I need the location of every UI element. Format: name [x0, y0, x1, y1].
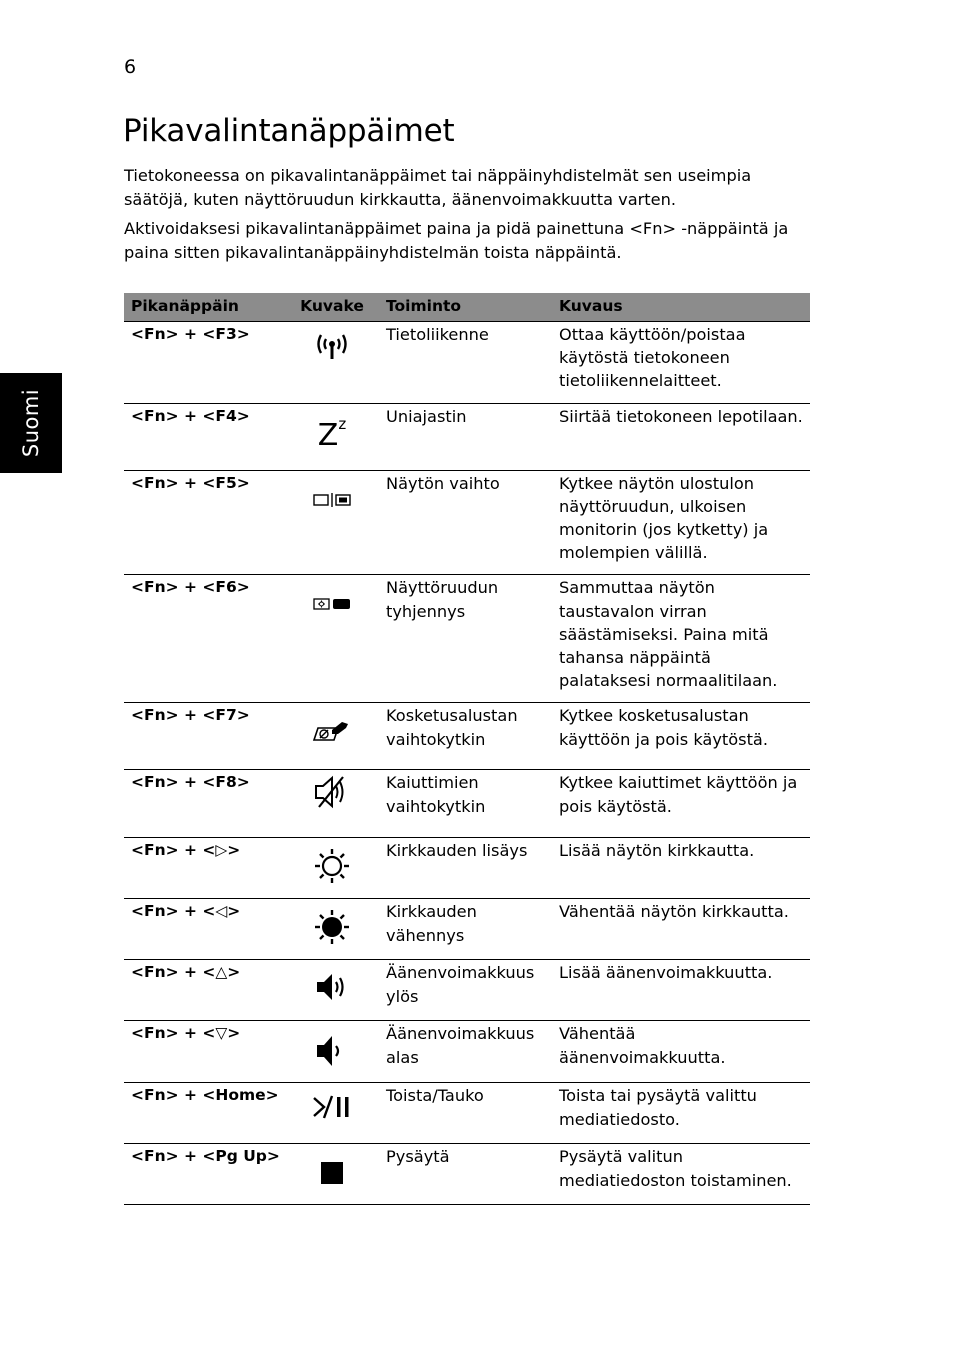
row-key: <Fn> + <◁> — [124, 899, 291, 960]
volume-up-icon — [314, 971, 350, 1003]
row-key: <Fn> + <△> — [124, 960, 291, 1021]
brightness-down-icon — [313, 908, 351, 946]
display-switch-icon — [312, 492, 352, 508]
row-key: <Fn> + <▽> — [124, 1021, 291, 1083]
row-function: Näyttöruudun tyhjennys — [373, 575, 552, 703]
table-row — [124, 899, 810, 960]
side-tab-label: Suomi — [19, 388, 43, 458]
row-function: Tietoliikenne — [373, 322, 552, 404]
header-description: Kuvaus — [552, 293, 810, 322]
row-icon-cell — [291, 1083, 373, 1144]
row-description: Ottaa käyttöön/poistaa käytöstä tietokoneen tietoliikennelaitteet. — [552, 322, 810, 404]
row-key: <Fn> + <F7> — [124, 703, 291, 770]
table-row — [124, 470, 810, 575]
table-row — [124, 1021, 810, 1083]
row-description: Kytkee kaiuttimet käyttöön ja pois käytöstä. — [552, 770, 810, 838]
table-row — [124, 1144, 810, 1205]
row-function: Uniajastin — [373, 403, 552, 470]
row-function: Äänenvoimakkuus ylös — [373, 960, 552, 1021]
row-function: Kirkkauden lisäys — [373, 838, 552, 899]
row-description: Siirtää tietokoneen lepotilaan. — [552, 403, 810, 470]
row-key: <Fn> + <F5> — [124, 470, 291, 575]
row-key: <Fn> + <F4> — [124, 403, 291, 470]
row-icon-cell — [291, 1144, 373, 1205]
row-icon-cell — [291, 703, 373, 770]
table-row — [124, 703, 810, 770]
row-function: Näytön vaihto — [373, 470, 552, 575]
row-description: Kytkee kosketusalustan käyttöön ja pois käytöstä. — [552, 703, 810, 770]
hotkey-table — [124, 293, 810, 1205]
brightness-up-icon — [313, 847, 351, 885]
row-icon-cell — [291, 838, 373, 899]
row-key: <Fn> + <F3> — [124, 322, 291, 404]
row-description: Sammuttaa näytön taustavalon virran säästämiseksi. Paina mitä tahansa näppäintä palataksesi normaalitilaan. — [552, 575, 810, 703]
row-function: Toista/Tauko — [373, 1083, 552, 1144]
row-icon-cell — [291, 403, 373, 470]
table-row — [124, 403, 810, 470]
row-icon-cell — [291, 1021, 373, 1083]
row-key: <Fn> + <F8> — [124, 770, 291, 838]
row-description: Vähentää äänenvoimakkuutta. — [552, 1021, 810, 1083]
table-row — [124, 322, 810, 404]
row-description: Lisää näytön kirkkautta. — [552, 838, 810, 899]
wireless-icon — [313, 331, 351, 361]
table-row — [124, 770, 810, 838]
row-key: <Fn> + <Pg Up> — [124, 1144, 291, 1205]
table-row — [124, 960, 810, 1021]
row-icon-cell — [291, 322, 373, 404]
row-function: Äänenvoimakkuus alas — [373, 1021, 552, 1083]
page-title: Pikavalintanäppäimet — [123, 113, 455, 149]
play-pause-icon — [312, 1094, 352, 1120]
row-icon-cell — [291, 899, 373, 960]
intro-paragraph-1: Tietokoneessa on pikavalintanäppäimet tai näppäinyhdistelmät sen useimpia säätöjä, kuten näyttöruudun kirkkautta, äänenvoimakkuutta varten. — [124, 166, 752, 209]
table-row — [124, 838, 810, 899]
header-key: Pikanäppäin — [124, 293, 291, 322]
header-function: Toiminto — [373, 293, 552, 322]
page-number: 6 — [124, 56, 137, 78]
stop-icon — [320, 1161, 344, 1185]
row-key: <Fn> + <F6> — [124, 575, 291, 703]
row-description: Lisää äänenvoimakkuutta. — [552, 960, 810, 1021]
volume-down-icon — [314, 1034, 350, 1068]
row-function: Pysäytä — [373, 1144, 552, 1205]
speaker-toggle-icon — [313, 775, 351, 809]
row-icon-cell — [291, 960, 373, 1021]
touchpad-toggle-icon — [312, 718, 352, 744]
row-function: Kaiuttimien vaihtokytkin — [373, 770, 552, 838]
row-description: Toista tai pysäytä valittu mediatiedosto. — [552, 1083, 810, 1144]
row-key: <Fn> + <Home> — [124, 1083, 291, 1144]
table-row — [124, 1083, 810, 1144]
language-side-tab — [0, 373, 62, 473]
row-description: Kytkee näytön ulostulon näyttöruudun, ulkoisen monitorin (jos kytketty) ja molempien välillä. — [552, 470, 810, 575]
row-description: Vähentää näytön kirkkautta. — [552, 899, 810, 960]
display-off-icon — [312, 596, 352, 612]
sleep-icon: $Z^z$ — [317, 414, 347, 453]
row-icon-cell — [291, 470, 373, 575]
table-row — [124, 575, 810, 703]
row-function: Kosketusalustan vaihtokytkin — [373, 703, 552, 770]
row-icon-cell — [291, 575, 373, 703]
header-icon: Kuvake — [291, 293, 373, 322]
intro-paragraph-2: Aktivoidaksesi pikavalintanäppäimet paina ja pidä painettuna <Fn> -näppäintä ja paina sitten pikavalintanäppäinyhdistelmän toista näppäintä. — [124, 219, 789, 262]
row-key: <Fn> + <▷> — [124, 838, 291, 899]
row-description: Pysäytä valitun mediatiedoston toistaminen. — [552, 1144, 810, 1205]
table-header-row — [124, 293, 810, 322]
row-icon-cell — [291, 770, 373, 838]
row-function: Kirkkauden vähennys — [373, 899, 552, 960]
